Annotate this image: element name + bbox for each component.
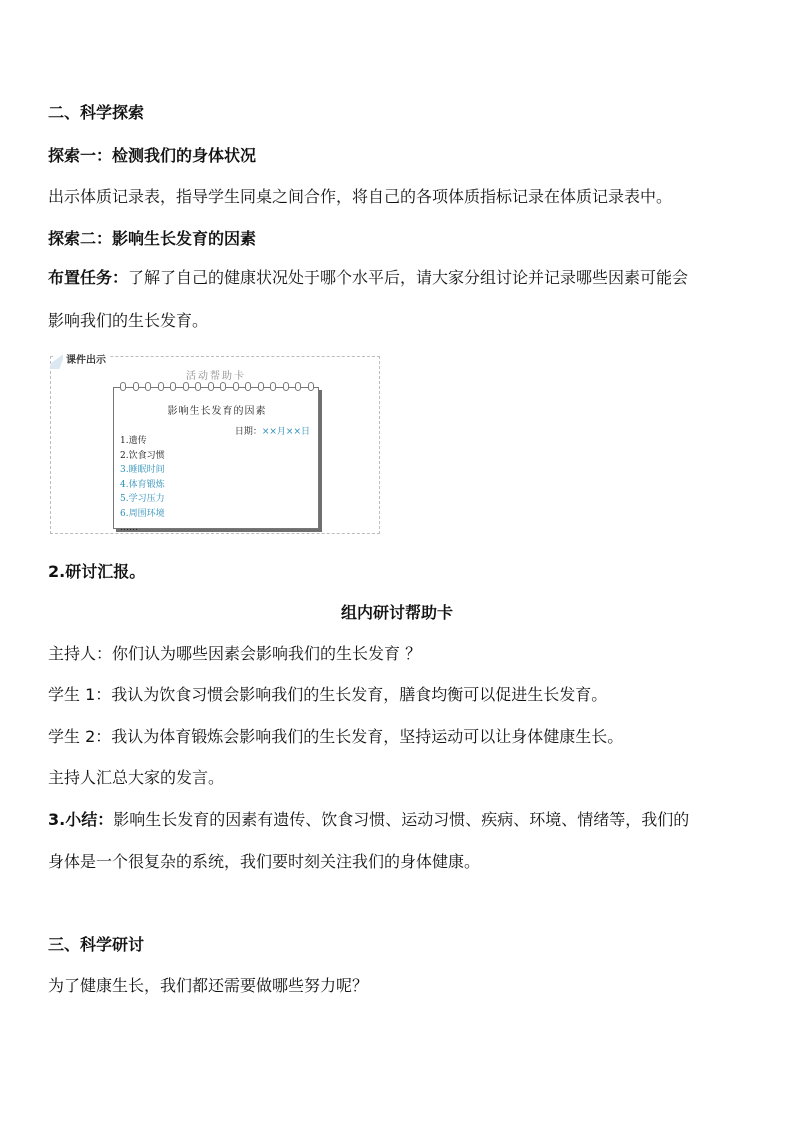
- list-item: 2.饮食习惯: [120, 450, 165, 461]
- spiral-ring-icon: [308, 382, 314, 391]
- spiral-ring-icon: [270, 382, 276, 391]
- spiral-ring-icon: [133, 382, 139, 391]
- conclusion-line2: 身体是一个很复杂的系统，我们要时刻关注我们的身体健康。: [48, 852, 481, 871]
- date-label: 日期：: [234, 427, 262, 437]
- list-item: ……: [120, 523, 138, 533]
- task-text: 了解了自己的健康状况处于哪个水平后，请大家分组讨论并记录哪些因素可能会: [128, 268, 689, 287]
- spiral-ring-icon: [195, 382, 201, 391]
- card-title: 影响生长发育的因素: [167, 406, 267, 417]
- conclusion-text: 影响生长发育的因素有遗传、饮食习惯、运动习惯、疾病、环境、情绪等，我们的: [113, 810, 690, 829]
- explore-2-title: 探索二：影响生长发育的因素: [48, 229, 257, 248]
- conclusion-line1: [48, 810, 689, 830]
- list-item: 6.周围环境: [120, 508, 165, 519]
- spiral-ring-icon: [233, 382, 239, 391]
- explore-1-text: 出示体质记录表，指导学生同桌之间合作，将自己的各项体质指标记录在体质记录表中。: [48, 187, 673, 206]
- section-2-title: 二、科学探索: [48, 103, 145, 122]
- spiral-ring-icon: [245, 382, 251, 391]
- list-item: 3.睡眠时间: [120, 465, 165, 475]
- discussion-card-title: 组内研讨帮助卡: [340, 603, 453, 622]
- figure-caption: 活动帮助卡: [186, 371, 246, 382]
- host-summary: 主持人汇总大家的发言。: [48, 768, 225, 787]
- spiral-ring-icon: [283, 382, 289, 391]
- spiral-ring-icon: [120, 382, 126, 391]
- task-paragraph-line1: [48, 268, 688, 288]
- spiral-ring-icon: [145, 382, 151, 391]
- conclusion-label: 3.小结：: [48, 810, 114, 829]
- spiral-ring-icon: [208, 382, 214, 391]
- section-3-question: 为了健康生长，我们都还需要做哪些努力呢？: [48, 976, 369, 995]
- student-2-answer: 学生 2：我认为体育锻炼会影响我们的生长发育，坚持运动可以让身体健康生长。: [48, 727, 624, 746]
- courseware-tag: 课件出示: [63, 351, 109, 366]
- section-3-title: 三、科学研讨: [48, 935, 145, 954]
- spiral-ring-icon: [295, 382, 301, 391]
- task-label: 布置任务：: [48, 268, 129, 287]
- spiral-binding: [120, 382, 314, 392]
- spiral-ring-icon: [258, 382, 264, 391]
- spiral-ring-icon: [183, 382, 189, 391]
- card-date: [235, 424, 310, 437]
- spiral-ring-icon: [158, 382, 164, 391]
- host-question: 主持人：你们认为哪些因素会影响我们的生长发育 ？: [48, 644, 422, 663]
- activity-help-card: [113, 387, 319, 533]
- explore-1-title: 探索一：检测我们的身体状况: [48, 146, 257, 165]
- list-item: 5.学习压力: [120, 494, 165, 504]
- courseware-figure: [50, 356, 380, 534]
- factor-list: [120, 434, 165, 536]
- date-value: ××月××日: [261, 427, 310, 437]
- discussion-heading: 2.研讨汇报。: [48, 562, 146, 581]
- list-item: 1.遗传: [120, 436, 147, 446]
- task-paragraph-line2: 影响我们的生长发育。: [48, 311, 209, 330]
- spiral-ring-icon: [220, 382, 226, 391]
- spiral-ring-icon: [170, 382, 176, 391]
- student-1-answer: 学生 1：我认为饮食习惯会影响我们的生长发育，膳食均衡可以促进生长发育。: [48, 685, 608, 704]
- list-item: 4.体育锻炼: [120, 479, 165, 490]
